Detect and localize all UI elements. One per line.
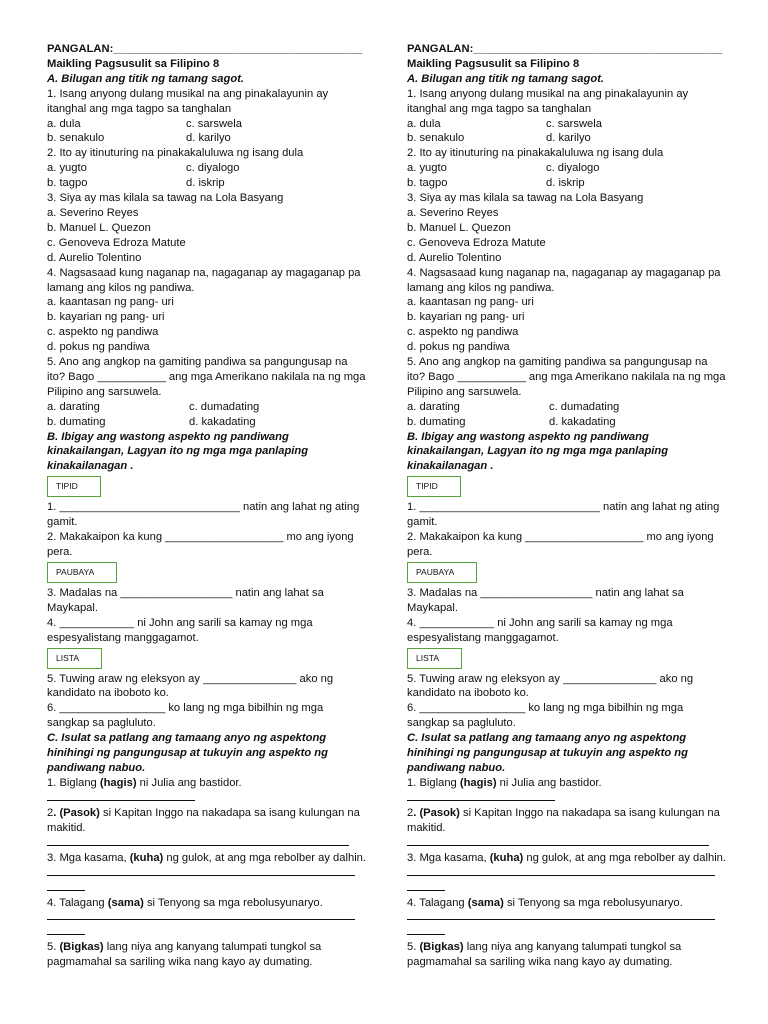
choice: a. yugto bbox=[47, 162, 87, 175]
word-box-lista: LISTA bbox=[407, 648, 462, 669]
answer-line[interactable] bbox=[47, 910, 355, 920]
question-stem: 1. Biglang (hagis) ni Julia ang bastidor. bbox=[47, 776, 242, 789]
question-stem: 6. _________________ ko lang ng mga bibilhin ng mga sangkap sa pagluluto. bbox=[407, 702, 684, 730]
choice-row bbox=[407, 176, 727, 191]
choice: d. iskrip bbox=[186, 177, 225, 190]
question-stem: 6. _________________ ko lang ng mga bibilhin ng mga sangkap sa pagluluto. bbox=[47, 702, 324, 730]
choice: b. kayarian ng pang- uri bbox=[47, 311, 165, 324]
part-a-instruction: A. Bilugan ang titik ng tamang sagot. bbox=[47, 72, 245, 85]
answer-line[interactable] bbox=[47, 866, 355, 876]
name-field-label: PANGALAN:________________________________________ bbox=[407, 43, 723, 55]
question-stem: 5. (Bigkas) lang niya ang kanyang talumpati tungkol sa pagmamahal sa sariling wika nang kayo ay dumating. bbox=[407, 941, 682, 969]
choice-row bbox=[407, 415, 727, 430]
part-c-instruction: C. Isulat sa patlang ang tamaang anyo ng aspektong hinihingi ng pangungusap at tukuyin ang aspekto ng pandiwang nabuo. bbox=[407, 732, 688, 774]
question-stem: 3. Mga kasama, (kuha) ng gulok, at ang mga rebolber ay dalhin. bbox=[47, 851, 367, 864]
choice: a. Severino Reyes bbox=[47, 206, 139, 219]
question-stem: 2. Makakaipon ka kung ___________________ mo ang iyong pera. bbox=[47, 531, 354, 558]
choice: a. kaantasan ng pang- uri bbox=[47, 296, 174, 309]
question-stem: 1. Biglang (hagis) ni Julia ang bastidor. bbox=[407, 776, 602, 789]
answer-line[interactable] bbox=[407, 910, 715, 920]
part-a-instruction: A. Bilugan ang titik ng tamang sagot. bbox=[407, 72, 605, 85]
question-stem: 4. Talagang (sama) si Tenyong sa mga rebolusyunaryo. bbox=[47, 896, 323, 909]
choice: b. Manuel L. Quezon bbox=[407, 221, 511, 234]
word-box-tipid: TIPID bbox=[407, 476, 461, 497]
choice: b. dumating bbox=[407, 415, 466, 428]
choice-row bbox=[407, 161, 727, 176]
question-stem: 5. Ano ang angkop na gamiting pandiwa sa pangungusap na ito? Bago ___________ ang mga Amerikano nakilala na ng mga Pilipino ang sarsuwela. bbox=[47, 356, 366, 398]
choice: d. iskrip bbox=[546, 177, 585, 190]
part-c-instruction: C. Isulat sa patlang ang tamaang anyo ng aspektong hinihingi ng pangungusap at tukuyin ang aspekto ng pandiwang nabuo. bbox=[47, 732, 328, 774]
choice: a. dula bbox=[407, 117, 441, 130]
choice-row bbox=[407, 117, 727, 132]
choice-row bbox=[47, 131, 367, 146]
question-stem: 3. Mga kasama, (kuha) ng gulok, at ang mga rebolber ay dalhin. bbox=[407, 851, 727, 864]
question-stem: 2. Makakaipon ka kung ___________________ mo ang iyong pera. bbox=[407, 531, 714, 558]
choice: c. aspekto ng pandiwa bbox=[407, 326, 519, 339]
answer-line[interactable] bbox=[47, 881, 85, 891]
question-stem: 1. Isang anyong dulang musikal na ang pinakalayunin ay itanghal ang mga tagpo sa tanghalan bbox=[47, 87, 329, 115]
question-stem: 4. Talagang (sama) si Tenyong sa mga rebolusyunaryo. bbox=[407, 896, 683, 909]
choice: c. dumadating bbox=[189, 400, 260, 413]
choice: b. tagpo bbox=[407, 177, 448, 190]
choice: d. pokus ng pandiwa bbox=[47, 341, 150, 354]
question-stem: 2. (Pasok) si Kapitan Inggo na nakadapa sa isang kulungan na makitid. bbox=[47, 806, 360, 834]
choice: c. aspekto ng pandiwa bbox=[47, 326, 159, 339]
question-stem: 1. _____________________________ natin ang lahat ng ating gamit. bbox=[47, 501, 360, 529]
question-stem: 4. Nagsasaad kung naganap na, nagaganap ay magaganap pa lamang ang kilos ng pandiwa. bbox=[407, 266, 721, 294]
choice: c. diyalogo bbox=[186, 162, 240, 175]
name-field-label: PANGALAN:________________________________________ bbox=[47, 43, 363, 55]
question-stem: 1. Isang anyong dulang musikal na ang pinakalayunin ay itanghal ang mga tagpo sa tanghalan bbox=[407, 87, 689, 115]
question-stem: 3. Madalas na __________________ natin ang lahat sa Maykapal. bbox=[407, 586, 684, 614]
answer-line[interactable] bbox=[407, 866, 715, 876]
question-stem: 2. Ito ay itinuturing na pinakakaluluwa ng isang dula bbox=[407, 147, 664, 160]
question-stem: 4. ____________ ni John ang sarili sa kamay ng mga espesyalistang manggagamot. bbox=[407, 616, 673, 644]
choice: a. dula bbox=[47, 117, 81, 130]
choice: b. tagpo bbox=[47, 177, 88, 190]
choice: a. kaantasan ng pang- uri bbox=[407, 296, 534, 309]
choice-row bbox=[407, 131, 727, 146]
choice-row bbox=[407, 400, 727, 415]
choice: a. Severino Reyes bbox=[407, 206, 499, 219]
choice: d. pokus ng pandiwa bbox=[407, 341, 510, 354]
choice: b. Manuel L. Quezon bbox=[47, 221, 151, 234]
choice-row bbox=[47, 176, 367, 191]
choice-row bbox=[47, 400, 367, 415]
choice: a. darating bbox=[47, 400, 100, 413]
question-stem: 5. (Bigkas) lang niya ang kanyang talumpati tungkol sa pagmamahal sa sariling wika nang kayo ay dumating. bbox=[47, 941, 322, 969]
answer-line[interactable] bbox=[407, 836, 709, 846]
word-box-lista: LISTA bbox=[47, 648, 102, 669]
choice: b. senakulo bbox=[407, 132, 465, 145]
choice: b. dumating bbox=[47, 415, 106, 428]
choice-row bbox=[47, 161, 367, 176]
choice: c. Genoveva Edroza Matute bbox=[47, 236, 186, 249]
quiz-title: Maikling Pagsusulit sa Filipino 8 bbox=[47, 57, 220, 70]
word-box-tipid: TIPID bbox=[47, 476, 101, 497]
choice-row bbox=[47, 117, 367, 132]
quiz-column-right bbox=[407, 42, 727, 970]
question-stem: 3. Siya ay mas kilala sa tawag na Lola Basyang bbox=[407, 192, 644, 205]
answer-line[interactable] bbox=[47, 836, 349, 846]
question-stem: 2. (Pasok) si Kapitan Inggo na nakadapa sa isang kulungan na makitid. bbox=[407, 806, 720, 834]
answer-line[interactable] bbox=[407, 881, 445, 891]
question-stem: 1. _____________________________ natin ang lahat ng ating gamit. bbox=[407, 501, 720, 529]
choice: d. karilyo bbox=[546, 132, 591, 145]
answer-line[interactable] bbox=[407, 791, 555, 801]
question-stem: 5. Tuwing araw ng eleksyon ay _______________ ako ng kandidato na iboboto ko. bbox=[407, 672, 694, 700]
quiz-column-left bbox=[47, 42, 367, 970]
answer-line[interactable] bbox=[407, 925, 445, 935]
choice: c. sarswela bbox=[546, 117, 602, 130]
choice: b. kayarian ng pang- uri bbox=[407, 311, 525, 324]
choice: c. sarswela bbox=[186, 117, 242, 130]
choice: d. kakadating bbox=[189, 415, 256, 428]
choice: b. senakulo bbox=[47, 132, 105, 145]
choice-row bbox=[47, 415, 367, 430]
word-box-paubaya: PAUBAYA bbox=[47, 562, 117, 583]
question-stem: 3. Madalas na __________________ natin ang lahat sa Maykapal. bbox=[47, 586, 324, 614]
quiz-title: Maikling Pagsusulit sa Filipino 8 bbox=[407, 57, 580, 70]
choice: d. karilyo bbox=[186, 132, 231, 145]
word-box-paubaya: PAUBAYA bbox=[407, 562, 477, 583]
part-b-instruction: B. Ibigay ang wastong aspekto ng pandiwang kinakailangan, Lagyan ito ng mga mga panlaping kinakailanagan . bbox=[407, 430, 669, 473]
choice: a. yugto bbox=[407, 162, 447, 175]
choice: d. kakadating bbox=[549, 415, 616, 428]
question-stem: 2. Ito ay itinuturing na pinakakaluluwa ng isang dula bbox=[47, 147, 304, 160]
choice: d. Aurelio Tolentino bbox=[407, 251, 502, 264]
choice: c. dumadating bbox=[549, 400, 620, 413]
question-stem: 5. Ano ang angkop na gamiting pandiwa sa pangungusap na ito? Bago ___________ ang mga Amerikano nakilala na ng mga Pilipino ang sarsuwela. bbox=[407, 356, 726, 398]
choice: c. Genoveva Edroza Matute bbox=[407, 236, 546, 249]
choice: d. Aurelio Tolentino bbox=[47, 251, 142, 264]
choice: c. diyalogo bbox=[546, 162, 600, 175]
answer-line[interactable] bbox=[47, 925, 85, 935]
question-stem: 4. Nagsasaad kung naganap na, nagaganap ay magaganap pa lamang ang kilos ng pandiwa. bbox=[47, 266, 361, 294]
answer-line[interactable] bbox=[47, 791, 195, 801]
choice: a. darating bbox=[407, 400, 460, 413]
question-stem: 3. Siya ay mas kilala sa tawag na Lola Basyang bbox=[47, 192, 284, 205]
question-stem: 4. ____________ ni John ang sarili sa kamay ng mga espesyalistang manggagamot. bbox=[47, 616, 313, 644]
question-stem: 5. Tuwing araw ng eleksyon ay _______________ ako ng kandidato na iboboto ko. bbox=[47, 672, 334, 700]
part-b-instruction: B. Ibigay ang wastong aspekto ng pandiwang kinakailangan, Lagyan ito ng mga mga panlaping kinakailanagan . bbox=[47, 430, 309, 473]
